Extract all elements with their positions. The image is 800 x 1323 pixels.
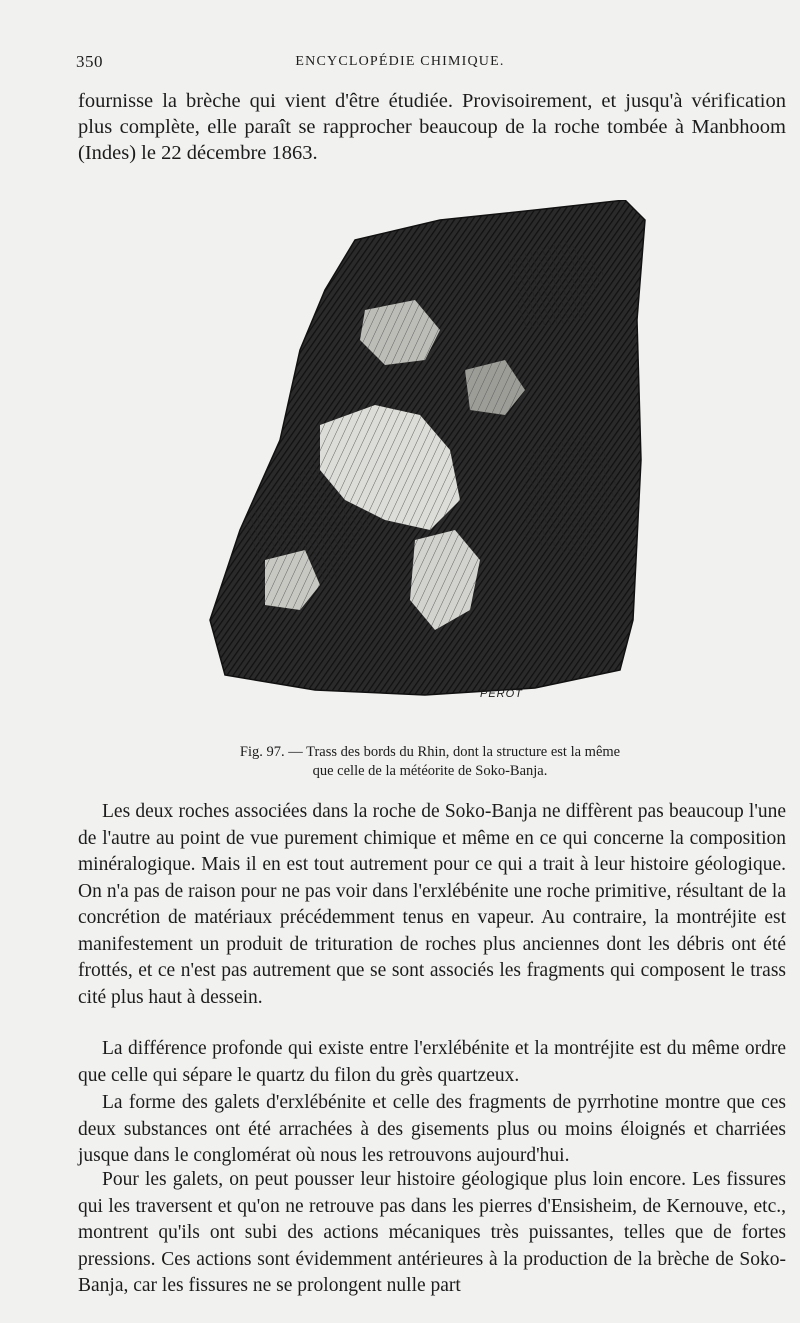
- caption-line-2: que celle de la météorite de Soko-Banja.: [312, 763, 548, 779]
- figure-label: Fig. 97. —: [239, 744, 303, 760]
- paragraph-roches-associees: Les deux roches associées dans la roche de Soko-Banja ne diffèrent pas beaucoup l'une de l'autre au point de vue purement chimique et même en ce qui concerne la composition minéralogique. Mais il en est tout autrement pour ce qui a trait à leur histoire géologique. On n'a pas de raison pour ne pas voir dans l'erxlébénite une roche primitive, résultant de la concrétion de matériaux précédemment tenus en vapeur. Au contraire, la montréjite est manifestement un produit de trituration de roches plus anciennes dont les débris ont été frottés, et ce n'est pas autrement que se sont associés les fragments qui composent le trass cité plus haut à dessein.: [78, 801, 786, 1008]
- rock-illustration: [205, 200, 665, 710]
- caption-line-1: Trass des bords du Rhin, dont la structure est la même: [306, 744, 621, 760]
- paragraph-continuation: fournisse la brèche qui vient d'être étudiée. Provisoirement, et jusqu'à vérification plus complète, elle paraît se rapprocher beaucoup de la roche tombée à Manbhoom (Indes) le 22 décembre 1863.: [78, 90, 786, 164]
- page-number: 350: [76, 52, 103, 71]
- paragraph-difference: La différence profonde qui existe entre l'erxlébénite et la montréjite est du même ordre que celle qui sépare le quartz du filon du grès quartzeux.: [78, 1038, 786, 1086]
- paragraph-histoire-galets: Pour les galets, on peut pousser leur histoire géologique plus loin encore. Les fissures qui les traversent et qu'on ne retrouve pas dans les pierres d'Ensisheim, de Kernouve, etc., montrent qu'ils ont subi des actions mécaniques très puissantes, telles que de fortes pressions. Ces actions sont évidemment antérieures à la production de la brèche de Soko-Banja, car les fissures ne se prolongent nulle part: [78, 1169, 786, 1296]
- engraver-signature: PEROT: [480, 688, 523, 700]
- running-title: ENCYCLOPÉDIE CHIMIQUE.: [295, 54, 505, 69]
- paragraph-forme-galets: La forme des galets d'erxlébénite et celle des fragments de pyrrhotine montre que ces deux substances ont été arrachées à des gisements plus ou moins éloignés et charriées jusque dans le conglomérat où nous les retrouvons aujourd'hui.: [78, 1092, 786, 1166]
- figure-caption: [150, 743, 710, 781]
